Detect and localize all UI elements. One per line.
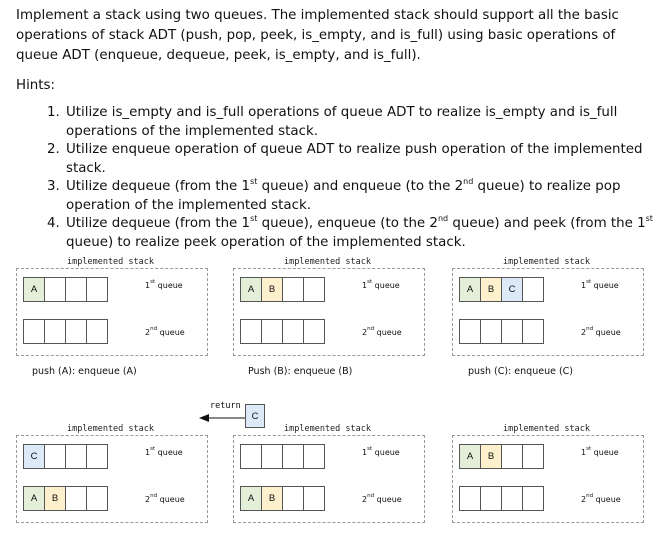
queue-cell [240, 319, 262, 344]
queue-cell: A [240, 277, 262, 302]
queue-cell [459, 486, 481, 511]
panel-title: implemented stack [503, 257, 590, 267]
first-queue [240, 444, 324, 469]
queue-cell [240, 444, 262, 469]
hint-2: 2. Utilize enqueue operation of queue ADT to realize push operation of the implemented stack. [64, 141, 665, 178]
stack-panel-3 [452, 257, 644, 356]
queue-cell [459, 319, 481, 344]
queue-cell [303, 486, 325, 511]
first-queue [459, 277, 543, 302]
stack-panel-5 [233, 424, 425, 523]
second-queue [23, 486, 107, 511]
queue-cell: C [23, 444, 45, 469]
first-queue [23, 444, 107, 469]
queue-cell [44, 444, 66, 469]
queue-cell [501, 444, 523, 469]
queue-cell [303, 277, 325, 302]
second-queue [240, 486, 324, 511]
queue-cell: B [44, 486, 66, 511]
problem-statement: Implement a stack using two queues. The implemented stack should support all the basic operations of stack ADT (push, pop, peek, is_empty, and is_full) using basic operations of queue ADT (enqueue, dequeue, peek, is_empty, and is_full). [16, 8, 619, 63]
queue-cell [65, 444, 87, 469]
queue-cell: C [501, 277, 523, 302]
first-queue-label: 1st queue [581, 279, 619, 290]
second-queue [240, 319, 324, 344]
queue-cell: B [480, 444, 502, 469]
panel-caption: Push (B): enqueue (B) [248, 366, 353, 377]
queue-cell [282, 444, 304, 469]
queue-cell: B [261, 277, 283, 302]
queue-cell [501, 319, 523, 344]
queue-cell [522, 319, 544, 344]
return-value: C [245, 404, 265, 428]
hint-3: 3. Utilize dequeue (from the 1st queue) and enqueue (to the 2nd queue) to realize pop operation of the implemented stack. [64, 178, 665, 215]
queue-cell [261, 319, 283, 344]
queue-cell: A [459, 444, 481, 469]
hints-heading: Hints: [16, 78, 56, 93]
queue-cell [44, 319, 66, 344]
second-queue-label: 2nd queue [581, 493, 621, 504]
return-label: return [210, 401, 241, 411]
second-queue-label: 2nd queue [145, 493, 185, 504]
first-queue [240, 277, 324, 302]
stack-panel-1 [16, 257, 208, 356]
second-queue-label: 2nd queue [145, 326, 185, 337]
queue-cell [65, 319, 87, 344]
second-queue-label: 2nd queue [362, 326, 402, 337]
hint-4: 4. Utilize dequeue (from the 1st queue), enqueue (to the 2nd queue) and peek (from the 1st queue) to realize peek operation of the implemented stack. [64, 215, 665, 252]
return-arrow-icon [199, 413, 245, 423]
hint-1: 1. Utilize is_empty and is_full operations of queue ADT to realize is_empty and is_full operations of the implemented stack. [64, 104, 665, 141]
queue-cell [303, 319, 325, 344]
panel-title: implemented stack [284, 257, 371, 267]
queue-cell [522, 277, 544, 302]
queue-cell [23, 319, 45, 344]
queue-cell [282, 319, 304, 344]
stack-panel-4 [16, 424, 208, 523]
panel-title: implemented stack [503, 424, 590, 434]
queue-cell [303, 444, 325, 469]
second-queue [459, 486, 543, 511]
queue-cell [261, 444, 283, 469]
first-queue-label: 1st queue [362, 279, 400, 290]
first-queue-label: 1st queue [145, 279, 183, 290]
queue-cell: B [261, 486, 283, 511]
queue-cell [86, 319, 108, 344]
panel-caption: push (C): enqueue (C) [468, 366, 574, 377]
panel-title: implemented stack [284, 424, 371, 434]
first-queue [459, 444, 543, 469]
queue-cell [282, 486, 304, 511]
stack-panel-2 [233, 257, 425, 356]
second-queue-label: 2nd queue [581, 326, 621, 337]
queue-cell [86, 486, 108, 511]
queue-cell [480, 486, 502, 511]
queue-cell [65, 486, 87, 511]
queue-cell [282, 277, 304, 302]
queue-cell [86, 277, 108, 302]
queue-cell: A [23, 486, 45, 511]
panel-title: implemented stack [67, 257, 154, 267]
first-queue-label: 1st queue [362, 446, 400, 457]
first-queue [23, 277, 107, 302]
first-queue-label: 1st queue [145, 446, 183, 457]
stack-panel-6 [452, 424, 644, 523]
queue-cell: B [480, 277, 502, 302]
queue-cell [522, 444, 544, 469]
panel-title: implemented stack [67, 424, 154, 434]
queue-cell [522, 486, 544, 511]
queue-cell: A [23, 277, 45, 302]
queue-cell [65, 277, 87, 302]
queue-cell [480, 319, 502, 344]
queue-cell: A [459, 277, 481, 302]
second-queue-label: 2nd queue [362, 493, 402, 504]
queue-cell [501, 486, 523, 511]
queue-cell [44, 277, 66, 302]
queue-cell: A [240, 486, 262, 511]
second-queue [23, 319, 107, 344]
panel-caption: push (A): enqueue (A) [32, 366, 137, 377]
first-queue-label: 1st queue [581, 446, 619, 457]
second-queue [459, 319, 543, 344]
hints-list [24, 104, 665, 252]
queue-cell [86, 444, 108, 469]
